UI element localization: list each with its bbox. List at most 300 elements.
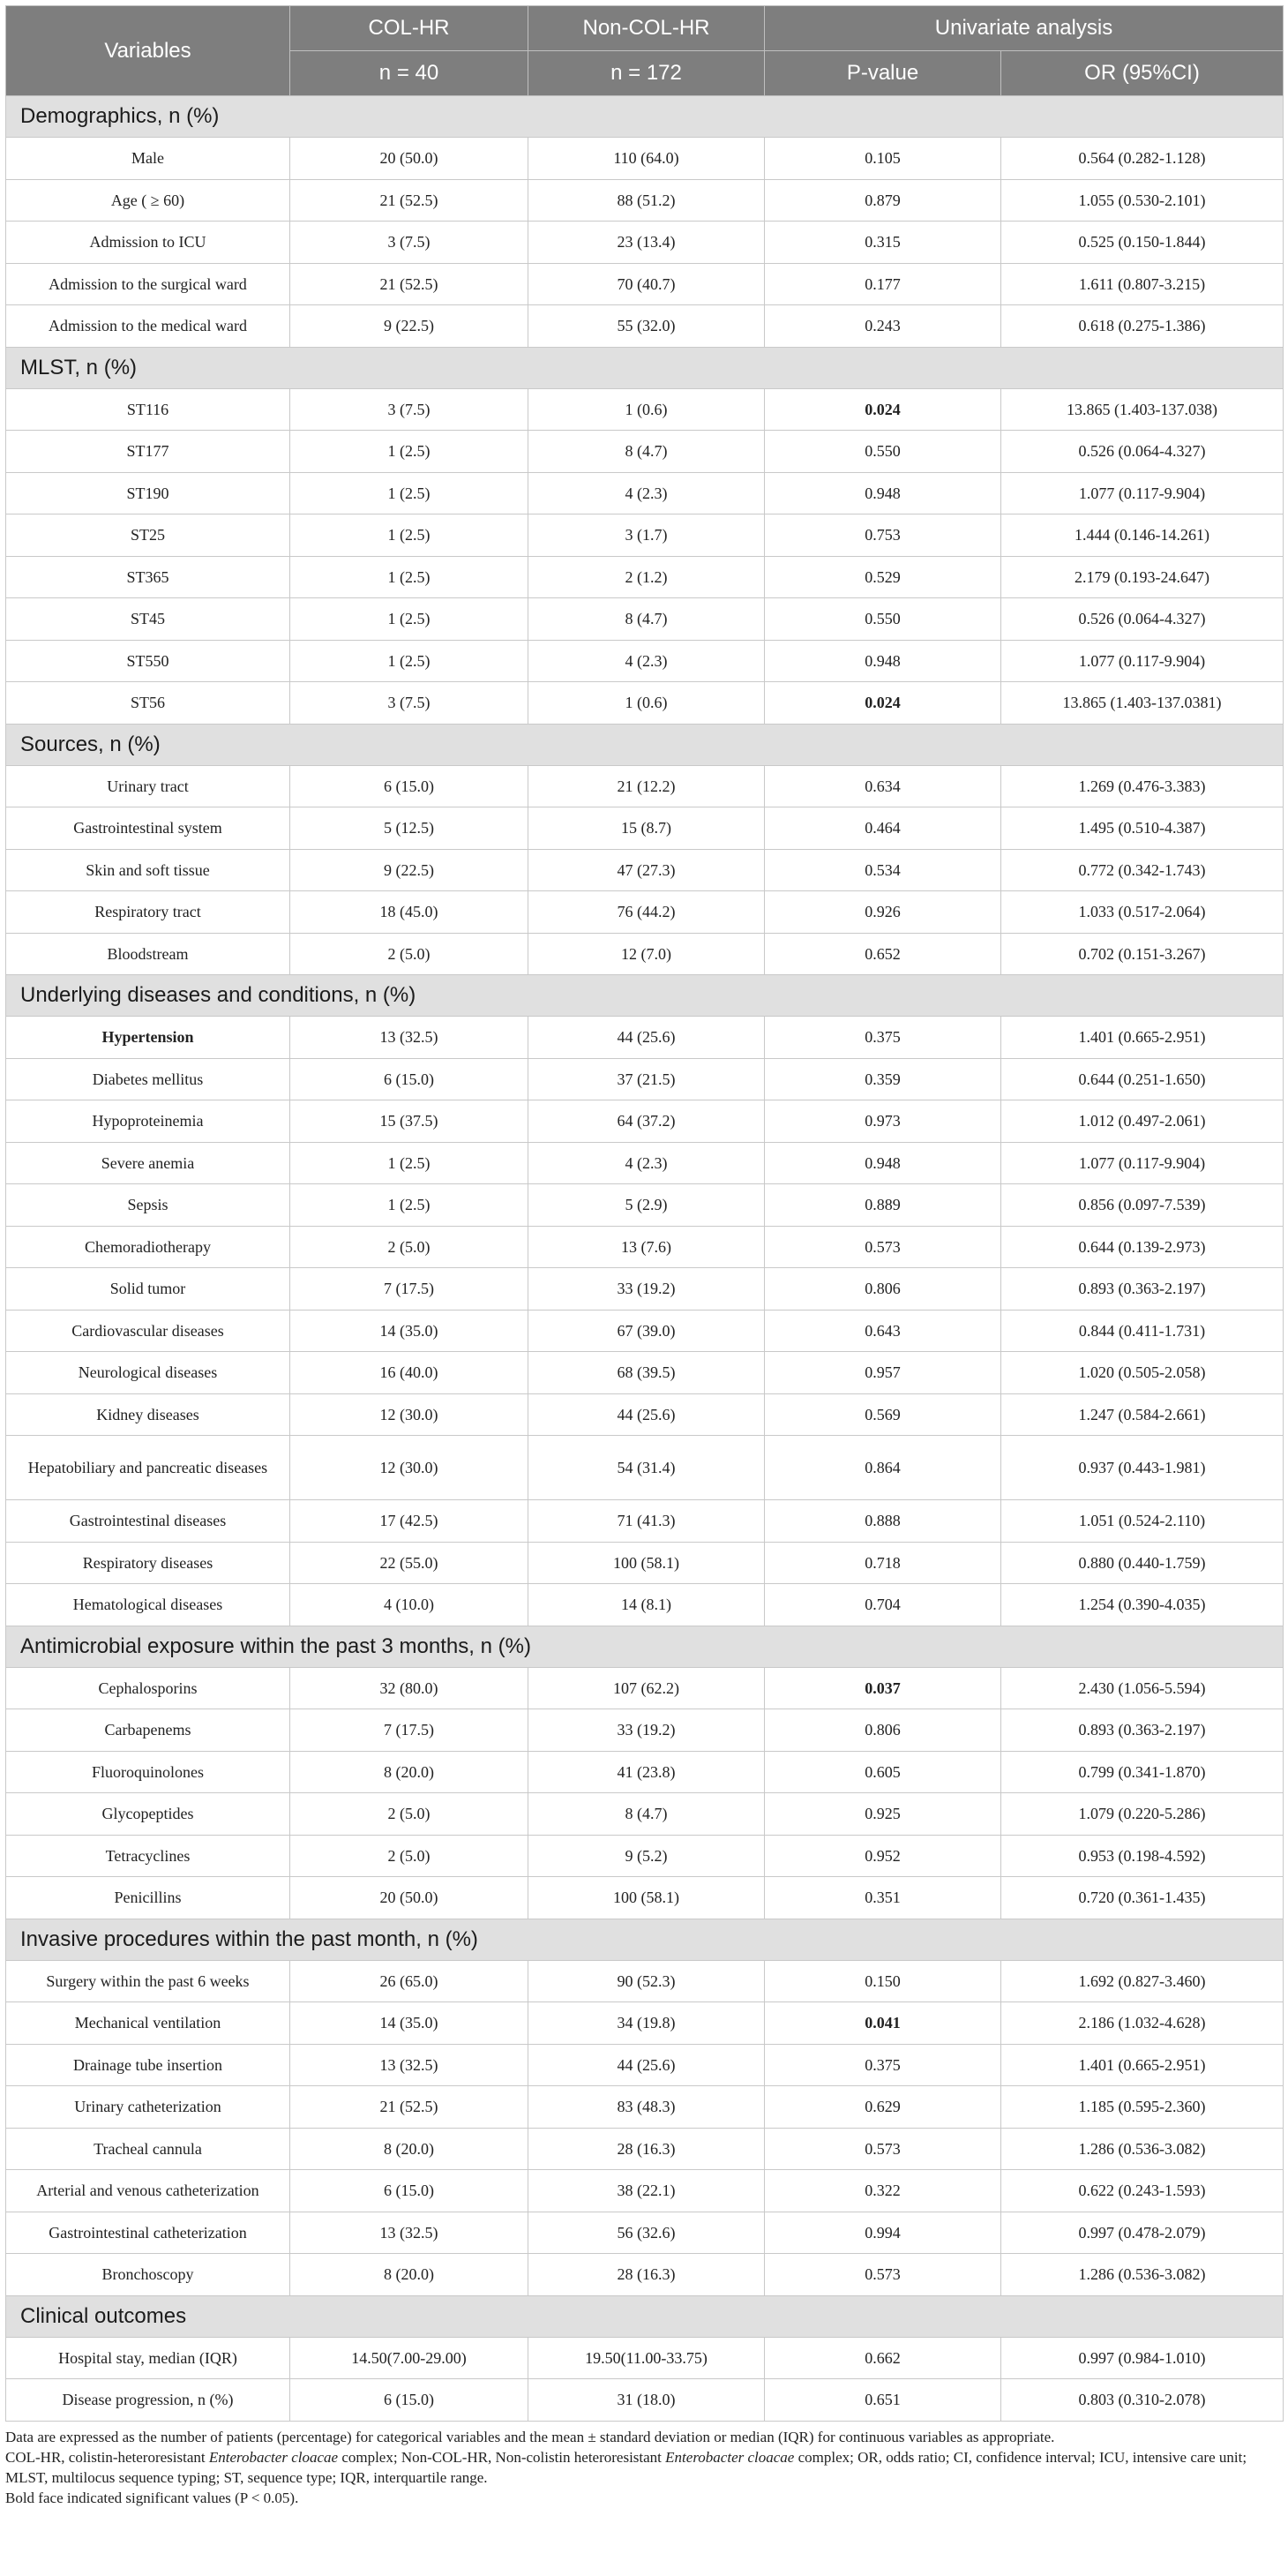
cell-col-hr: 14 (35.0) [290,2002,528,2045]
header-non-col-hr: Non-COL-HR [528,6,765,51]
section-title: Demographics, n (%) [6,96,1284,138]
table-row [6,1226,1284,1268]
cell-col-hr: 1 (2.5) [290,1184,528,1227]
cell-col-hr: 13 (32.5) [290,2044,528,2086]
cell-p-value: 0.926 [765,891,1001,934]
cell-p-value: 0.573 [765,1226,1001,1268]
row-label: Penicillins [6,1877,290,1919]
cell-non-col-hr: 37 (21.5) [528,1058,765,1100]
cell-or: 1.077 (0.117-9.904) [1001,472,1284,514]
cell-col-hr: 5 (12.5) [290,807,528,850]
cell-col-hr: 32 (80.0) [290,1667,528,1709]
cell-or: 0.893 (0.363-2.197) [1001,1268,1284,1311]
cell-p-value: 0.550 [765,431,1001,473]
cell-p-value: 0.037 [765,1667,1001,1709]
cell-p-value: 0.322 [765,2170,1001,2212]
cell-p-value: 0.888 [765,1500,1001,1543]
cell-p-value: 0.569 [765,1393,1001,1436]
table-row [6,1542,1284,1584]
cell-non-col-hr: 68 (39.5) [528,1352,765,1394]
cell-p-value: 0.651 [765,2379,1001,2422]
cell-col-hr: 9 (22.5) [290,305,528,348]
footnote-2: COL-HR, colistin-heteroresistant Enterobacter cloacae complex; Non-COL-HR, Non-colistin heteroresistant Enterobacter cloacae complex; OR, odds ratio; CI, confidence interval; ICU, intensive care unit; MLST, multilocus sequence typing; ST, sequence type; IQR, interquartile range. [5,2448,1247,2486]
cell-non-col-hr: 33 (19.2) [528,1268,765,1311]
cell-col-hr: 2 (5.0) [290,1793,528,1836]
cell-or: 1.079 (0.220-5.286) [1001,1793,1284,1836]
cell-non-col-hr: 70 (40.7) [528,263,765,305]
table-row [6,1058,1284,1100]
cell-or: 1.247 (0.584-2.661) [1001,1393,1284,1436]
cell-non-col-hr: 31 (18.0) [528,2379,765,2422]
cell-col-hr: 1 (2.5) [290,514,528,557]
header-or: OR (95%CI) [1001,51,1284,96]
row-label: Severe anemia [6,1142,290,1184]
cell-or: 0.844 (0.411-1.731) [1001,1310,1284,1352]
cell-col-hr: 22 (55.0) [290,1542,528,1584]
cell-or: 1.286 (0.536-3.082) [1001,2128,1284,2170]
cell-p-value: 0.643 [765,1310,1001,1352]
cell-p-value: 0.359 [765,1058,1001,1100]
cell-col-hr: 15 (37.5) [290,1100,528,1143]
cell-or: 2.186 (1.032-4.628) [1001,2002,1284,2045]
cell-col-hr: 1 (2.5) [290,598,528,641]
table-container [5,5,1283,2508]
table-row [6,138,1284,180]
cell-non-col-hr: 88 (51.2) [528,179,765,222]
cell-non-col-hr: 4 (2.3) [528,472,765,514]
cell-non-col-hr: 67 (39.0) [528,1310,765,1352]
cell-p-value: 0.652 [765,933,1001,975]
cell-non-col-hr: 8 (4.7) [528,431,765,473]
cell-col-hr: 8 (20.0) [290,2254,528,2296]
table-row [6,1584,1284,1626]
row-label: Hospital stay, median (IQR) [6,2337,290,2379]
table-row [6,1393,1284,1436]
cell-non-col-hr: 55 (32.0) [528,305,765,348]
cell-non-col-hr: 1 (0.6) [528,682,765,725]
table-row [6,263,1284,305]
row-label: ST365 [6,556,290,598]
cell-col-hr: 3 (7.5) [290,222,528,264]
table-row [6,222,1284,264]
table-row [6,807,1284,850]
cell-or: 0.526 (0.064-4.327) [1001,598,1284,641]
cell-non-col-hr: 8 (4.7) [528,1793,765,1836]
table-row [6,1500,1284,1543]
cell-p-value: 0.889 [765,1184,1001,1227]
cell-non-col-hr: 107 (62.2) [528,1667,765,1709]
cell-non-col-hr: 44 (25.6) [528,1017,765,1059]
cell-p-value: 0.024 [765,388,1001,431]
table-row [6,1352,1284,1394]
cell-col-hr: 21 (52.5) [290,2086,528,2129]
cell-p-value: 0.806 [765,1268,1001,1311]
row-label: ST177 [6,431,290,473]
cell-or: 1.077 (0.117-9.904) [1001,1142,1284,1184]
cell-col-hr: 4 (10.0) [290,1584,528,1626]
cell-col-hr: 14 (35.0) [290,1310,528,1352]
cell-p-value: 0.150 [765,1960,1001,2002]
cell-col-hr: 26 (65.0) [290,1960,528,2002]
cell-p-value: 0.925 [765,1793,1001,1836]
cell-non-col-hr: 8 (4.7) [528,598,765,641]
row-label: Tracheal cannula [6,2128,290,2170]
cell-non-col-hr: 71 (41.3) [528,1500,765,1543]
table-row [6,1017,1284,1059]
table-row [6,1184,1284,1227]
table-row [6,1667,1284,1709]
cell-or: 1.611 (0.807-3.215) [1001,263,1284,305]
cell-non-col-hr: 100 (58.1) [528,1877,765,1919]
cell-non-col-hr: 28 (16.3) [528,2254,765,2296]
table-row [6,179,1284,222]
row-label: Admission to the medical ward [6,305,290,348]
row-label: Respiratory tract [6,891,290,934]
cell-col-hr: 1 (2.5) [290,640,528,682]
row-label: Kidney diseases [6,1393,290,1436]
section-row [6,975,1284,1017]
table-row [6,1268,1284,1311]
table-row [6,2254,1284,2296]
row-label: ST25 [6,514,290,557]
cell-non-col-hr: 3 (1.7) [528,514,765,557]
cell-p-value: 0.629 [765,2086,1001,2129]
cell-col-hr: 8 (20.0) [290,1751,528,1793]
header-n-non: n = 172 [528,51,765,96]
cell-col-hr: 2 (5.0) [290,1835,528,1877]
cell-p-value: 0.634 [765,765,1001,807]
table-row [6,2170,1284,2212]
cell-col-hr: 1 (2.5) [290,431,528,473]
cell-p-value: 0.718 [765,1542,1001,1584]
cell-p-value: 0.973 [765,1100,1001,1143]
cell-or: 0.720 (0.361-1.435) [1001,1877,1284,1919]
header-col-hr: COL-HR [290,6,528,51]
data-table [5,5,1284,2422]
row-label: Urinary catheterization [6,2086,290,2129]
cell-or: 13.865 (1.403-137.0381) [1001,682,1284,725]
cell-col-hr: 2 (5.0) [290,933,528,975]
table-row [6,556,1284,598]
cell-non-col-hr: 47 (27.3) [528,849,765,891]
row-label: Bronchoscopy [6,2254,290,2296]
cell-or: 1.077 (0.117-9.904) [1001,640,1284,682]
cell-non-col-hr: 4 (2.3) [528,640,765,682]
row-label: Age ( ≥ 60) [6,179,290,222]
cell-or: 0.622 (0.243-1.593) [1001,2170,1284,2212]
cell-p-value: 0.315 [765,222,1001,264]
cell-p-value: 0.948 [765,1142,1001,1184]
table-row [6,388,1284,431]
cell-or: 0.644 (0.139-2.973) [1001,1226,1284,1268]
cell-col-hr: 6 (15.0) [290,765,528,807]
cell-or: 0.856 (0.097-7.539) [1001,1184,1284,1227]
row-label: Diabetes mellitus [6,1058,290,1100]
cell-non-col-hr: 19.50(11.00-33.75) [528,2337,765,2379]
section-title: Clinical outcomes [6,2295,1284,2337]
header-p-value: P-value [765,51,1001,96]
cell-non-col-hr: 56 (32.6) [528,2212,765,2254]
table-row [6,431,1284,473]
cell-or: 1.444 (0.146-14.261) [1001,514,1284,557]
cell-p-value: 0.243 [765,305,1001,348]
cell-col-hr: 3 (7.5) [290,682,528,725]
table-row [6,2212,1284,2254]
cell-p-value: 0.948 [765,472,1001,514]
row-label: Urinary tract [6,765,290,807]
cell-col-hr: 6 (15.0) [290,1058,528,1100]
table-row [6,2044,1284,2086]
cell-or: 1.401 (0.665-2.951) [1001,2044,1284,2086]
cell-or: 13.865 (1.403-137.038) [1001,388,1284,431]
section-row [6,2295,1284,2337]
row-label: Cardiovascular diseases [6,1310,290,1352]
cell-non-col-hr: 100 (58.1) [528,1542,765,1584]
table-row [6,891,1284,934]
table-row [6,1835,1284,1877]
cell-p-value: 0.753 [765,514,1001,557]
cell-p-value: 0.177 [765,263,1001,305]
cell-col-hr: 1 (2.5) [290,556,528,598]
cell-or: 0.937 (0.443-1.981) [1001,1436,1284,1500]
cell-or: 0.644 (0.251-1.650) [1001,1058,1284,1100]
row-label: Mechanical ventilation [6,2002,290,2045]
table-row [6,2002,1284,2045]
row-label: Solid tumor [6,1268,290,1311]
cell-p-value: 0.605 [765,1751,1001,1793]
row-label: Neurological diseases [6,1352,290,1394]
row-label: Surgery within the past 6 weeks [6,1960,290,2002]
section-title: Invasive procedures within the past month, n (%) [6,1919,1284,1960]
row-label: Male [6,138,290,180]
cell-col-hr: 12 (30.0) [290,1393,528,1436]
footnote-1: Data are expressed as the number of patients (percentage) for categorical variables and the mean ± standard deviation or median (IQR) for continuous variables as appropriate. [5,2428,1055,2445]
row-label: Cephalosporins [6,1667,290,1709]
cell-or: 1.401 (0.665-2.951) [1001,1017,1284,1059]
table-header [6,6,1284,96]
section-row [6,724,1284,765]
table-row [6,1100,1284,1143]
cell-col-hr: 17 (42.5) [290,1500,528,1543]
cell-non-col-hr: 2 (1.2) [528,556,765,598]
cell-non-col-hr: 1 (0.6) [528,388,765,431]
table-row [6,1142,1284,1184]
cell-col-hr: 21 (52.5) [290,179,528,222]
cell-col-hr: 13 (32.5) [290,2212,528,2254]
cell-p-value: 0.105 [765,138,1001,180]
cell-or: 0.618 (0.275-1.386) [1001,305,1284,348]
cell-or: 1.051 (0.524-2.110) [1001,1500,1284,1543]
section-row [6,96,1284,138]
cell-or: 1.055 (0.530-2.101) [1001,179,1284,222]
row-label: Fluoroquinolones [6,1751,290,1793]
cell-or: 0.803 (0.310-2.078) [1001,2379,1284,2422]
cell-or: 1.254 (0.390-4.035) [1001,1584,1284,1626]
cell-p-value: 0.464 [765,807,1001,850]
cell-or: 1.033 (0.517-2.064) [1001,891,1284,934]
table-row [6,472,1284,514]
row-label: Disease progression, n (%) [6,2379,290,2422]
row-label: Carbapenems [6,1709,290,1752]
cell-p-value: 0.041 [765,2002,1001,2045]
cell-or: 0.702 (0.151-3.267) [1001,933,1284,975]
cell-or: 0.997 (0.478-2.079) [1001,2212,1284,2254]
cell-non-col-hr: 14 (8.1) [528,1584,765,1626]
cell-col-hr: 6 (15.0) [290,2170,528,2212]
row-label: Admission to ICU [6,222,290,264]
footnote-3: Bold face indicated significant values (P < 0.05). [5,2489,299,2506]
cell-or: 0.880 (0.440-1.759) [1001,1542,1284,1584]
cell-or: 0.893 (0.363-2.197) [1001,1709,1284,1752]
cell-non-col-hr: 38 (22.1) [528,2170,765,2212]
table-row [6,305,1284,348]
header-n-col: n = 40 [290,51,528,96]
cell-col-hr: 16 (40.0) [290,1352,528,1394]
cell-p-value: 0.806 [765,1709,1001,1752]
cell-non-col-hr: 5 (2.9) [528,1184,765,1227]
header-variables: Variables [6,6,290,96]
cell-non-col-hr: 54 (31.4) [528,1436,765,1500]
row-label: ST45 [6,598,290,641]
cell-p-value: 0.529 [765,556,1001,598]
cell-p-value: 0.879 [765,179,1001,222]
row-label: ST190 [6,472,290,514]
row-label: Gastrointestinal diseases [6,1500,290,1543]
cell-non-col-hr: 110 (64.0) [528,138,765,180]
table-row [6,2128,1284,2170]
cell-p-value: 0.952 [765,1835,1001,1877]
cell-p-value: 0.534 [765,849,1001,891]
cell-or: 1.012 (0.497-2.061) [1001,1100,1284,1143]
cell-p-value: 0.550 [765,598,1001,641]
cell-p-value: 0.864 [765,1436,1001,1500]
cell-or: 0.564 (0.282-1.128) [1001,138,1284,180]
table-row [6,2379,1284,2422]
table-row [6,640,1284,682]
cell-or: 1.185 (0.595-2.360) [1001,2086,1284,2129]
footnotes [5,2427,1283,2508]
cell-or: 1.269 (0.476-3.383) [1001,765,1284,807]
cell-non-col-hr: 90 (52.3) [528,1960,765,2002]
cell-p-value: 0.994 [765,2212,1001,2254]
row-label: Gastrointestinal catheterization [6,2212,290,2254]
table-body [6,96,1284,2422]
row-label: Skin and soft tissue [6,849,290,891]
cell-non-col-hr: 4 (2.3) [528,1142,765,1184]
cell-non-col-hr: 15 (8.7) [528,807,765,850]
header-univariate: Univariate analysis [765,6,1284,51]
row-label: ST550 [6,640,290,682]
section-row [6,347,1284,388]
row-label: Bloodstream [6,933,290,975]
cell-non-col-hr: 21 (12.2) [528,765,765,807]
cell-col-hr: 8 (20.0) [290,2128,528,2170]
cell-non-col-hr: 13 (7.6) [528,1226,765,1268]
row-label: Glycopeptides [6,1793,290,1836]
cell-p-value: 0.573 [765,2128,1001,2170]
row-label: Hypoproteinemia [6,1100,290,1143]
cell-col-hr: 1 (2.5) [290,1142,528,1184]
cell-col-hr: 20 (50.0) [290,138,528,180]
table-row [6,765,1284,807]
cell-or: 0.799 (0.341-1.870) [1001,1751,1284,1793]
cell-col-hr: 2 (5.0) [290,1226,528,1268]
section-title: MLST, n (%) [6,347,1284,388]
section-title: Sources, n (%) [6,724,1284,765]
cell-or: 0.525 (0.150-1.844) [1001,222,1284,264]
section-title: Antimicrobial exposure within the past 3 months, n (%) [6,1626,1284,1667]
cell-col-hr: 7 (17.5) [290,1268,528,1311]
row-label: Tetracyclines [6,1835,290,1877]
cell-p-value: 0.957 [765,1352,1001,1394]
table-row [6,2337,1284,2379]
cell-col-hr: 18 (45.0) [290,891,528,934]
cell-non-col-hr: 76 (44.2) [528,891,765,934]
cell-or: 2.179 (0.193-24.647) [1001,556,1284,598]
row-label: Admission to the surgical ward [6,263,290,305]
cell-p-value: 0.662 [765,2337,1001,2379]
table-row [6,1877,1284,1919]
cell-or: 1.495 (0.510-4.387) [1001,807,1284,850]
row-label: ST56 [6,682,290,725]
row-label: Arterial and venous catheterization [6,2170,290,2212]
cell-col-hr: 13 (32.5) [290,1017,528,1059]
cell-or: 2.430 (1.056-5.594) [1001,1667,1284,1709]
cell-or: 0.772 (0.342-1.743) [1001,849,1284,891]
cell-non-col-hr: 12 (7.0) [528,933,765,975]
section-row [6,1919,1284,1960]
table-row [6,1793,1284,1836]
cell-p-value: 0.948 [765,640,1001,682]
section-title: Underlying diseases and conditions, n (%) [6,975,1284,1017]
table-row [6,849,1284,891]
row-label: Drainage tube insertion [6,2044,290,2086]
cell-non-col-hr: 83 (48.3) [528,2086,765,2129]
cell-col-hr: 3 (7.5) [290,388,528,431]
cell-col-hr: 20 (50.0) [290,1877,528,1919]
cell-p-value: 0.351 [765,1877,1001,1919]
cell-or: 1.020 (0.505-2.058) [1001,1352,1284,1394]
row-label: Chemoradiotherapy [6,1226,290,1268]
row-label: ST116 [6,388,290,431]
row-label: Hematological diseases [6,1584,290,1626]
cell-or: 0.526 (0.064-4.327) [1001,431,1284,473]
table-row [6,514,1284,557]
cell-or: 1.286 (0.536-3.082) [1001,2254,1284,2296]
cell-p-value: 0.024 [765,682,1001,725]
cell-col-hr: 14.50(7.00-29.00) [290,2337,528,2379]
table-row [6,682,1284,725]
table-row [6,1310,1284,1352]
cell-col-hr: 21 (52.5) [290,263,528,305]
table-row [6,2086,1284,2129]
row-label: Respiratory diseases [6,1542,290,1584]
cell-p-value: 0.375 [765,2044,1001,2086]
cell-non-col-hr: 28 (16.3) [528,2128,765,2170]
table-row [6,1751,1284,1793]
table-row [6,598,1284,641]
row-label: Sepsis [6,1184,290,1227]
cell-col-hr: 7 (17.5) [290,1709,528,1752]
cell-non-col-hr: 44 (25.6) [528,1393,765,1436]
section-row [6,1626,1284,1667]
cell-col-hr: 6 (15.0) [290,2379,528,2422]
table-row [6,933,1284,975]
cell-col-hr: 9 (22.5) [290,849,528,891]
cell-non-col-hr: 44 (25.6) [528,2044,765,2086]
cell-p-value: 0.573 [765,2254,1001,2296]
cell-col-hr: 1 (2.5) [290,472,528,514]
